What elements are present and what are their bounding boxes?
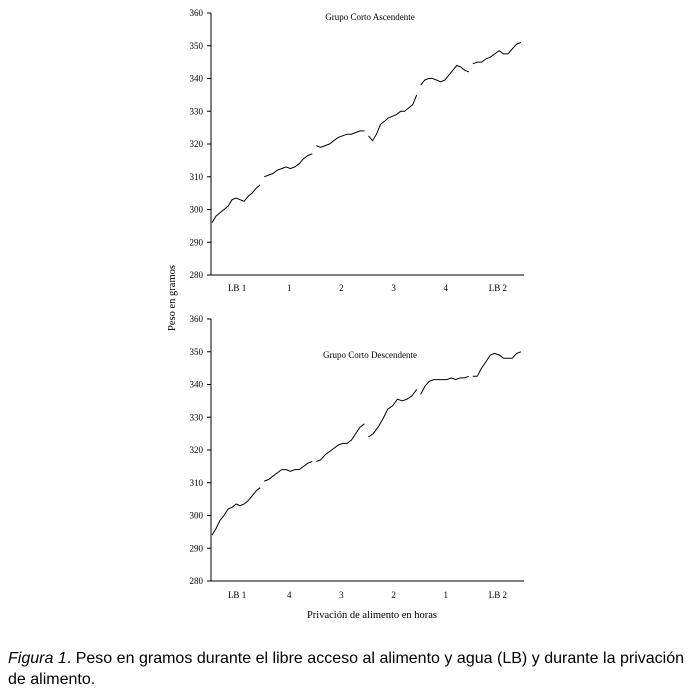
x-category-label: 3 — [339, 590, 344, 600]
series-line-lb-2 — [473, 43, 521, 64]
y-axis-label: Peso en gramos — [167, 265, 178, 331]
y-tick-label: 360 — [189, 8, 203, 18]
x-category-label: LB 2 — [488, 283, 508, 293]
y-tick-label: 300 — [189, 510, 203, 521]
series-line-2 — [369, 389, 417, 437]
chart-title: Grupo Corto Ascendente — [325, 12, 415, 22]
y-tick-label: 310 — [189, 171, 203, 182]
y-tick-label: 330 — [189, 106, 203, 117]
x-category-label: 2 — [391, 590, 396, 600]
series-line-2 — [316, 131, 364, 147]
y-tick-label: 340 — [189, 73, 203, 84]
series-line-lb-1 — [212, 185, 260, 223]
series-line-1 — [421, 376, 469, 394]
y-tick-label: 360 — [189, 314, 203, 324]
chart-panel-ascendente — [190, 8, 525, 293]
x-category-label: 3 — [391, 283, 396, 293]
figure-caption — [8, 648, 684, 690]
y-tick-label: 300 — [189, 204, 203, 215]
series-line-4 — [421, 65, 469, 85]
y-tick-label: 320 — [189, 139, 203, 149]
caption-text: . Peso en gramos durante el libre acceso al alimento y agua (LB) y durante la privación de alimento. — [8, 650, 684, 688]
x-category-label: 2 — [339, 283, 344, 293]
series-line-4 — [264, 462, 312, 482]
series-line-1 — [264, 154, 312, 177]
y-tick-label: 280 — [189, 270, 203, 280]
y-tick-label: 320 — [189, 445, 203, 455]
chart-title: Grupo Corto Descendente — [323, 350, 417, 360]
y-tick-label: 350 — [189, 40, 203, 51]
y-tick-label: 290 — [189, 543, 203, 554]
y-tick-label: 280 — [189, 576, 203, 586]
x-category-label: 1 — [287, 283, 292, 293]
series-line-lb-1 — [212, 488, 260, 535]
figure-label: Figura 1 — [8, 650, 67, 667]
x-category-label: 4 — [443, 283, 448, 293]
x-category-label: 4 — [287, 590, 292, 600]
y-tick-label: 340 — [189, 379, 203, 390]
series-line-lb-2 — [473, 352, 521, 377]
x-axis-label: Privación de alimento en horas — [306, 610, 438, 621]
x-category-label: LB 1 — [227, 590, 247, 600]
y-tick-label: 350 — [189, 346, 203, 357]
y-tick-label: 310 — [189, 477, 203, 488]
x-category-label: LB 1 — [227, 283, 247, 293]
series-line-3 — [316, 424, 364, 462]
chart-panel-descendente — [190, 314, 525, 600]
x-category-label: 1 — [443, 590, 448, 600]
y-tick-label: 290 — [189, 237, 203, 248]
x-category-label: LB 2 — [488, 590, 508, 600]
series-line-3 — [369, 95, 417, 141]
y-tick-label: 330 — [189, 412, 203, 423]
